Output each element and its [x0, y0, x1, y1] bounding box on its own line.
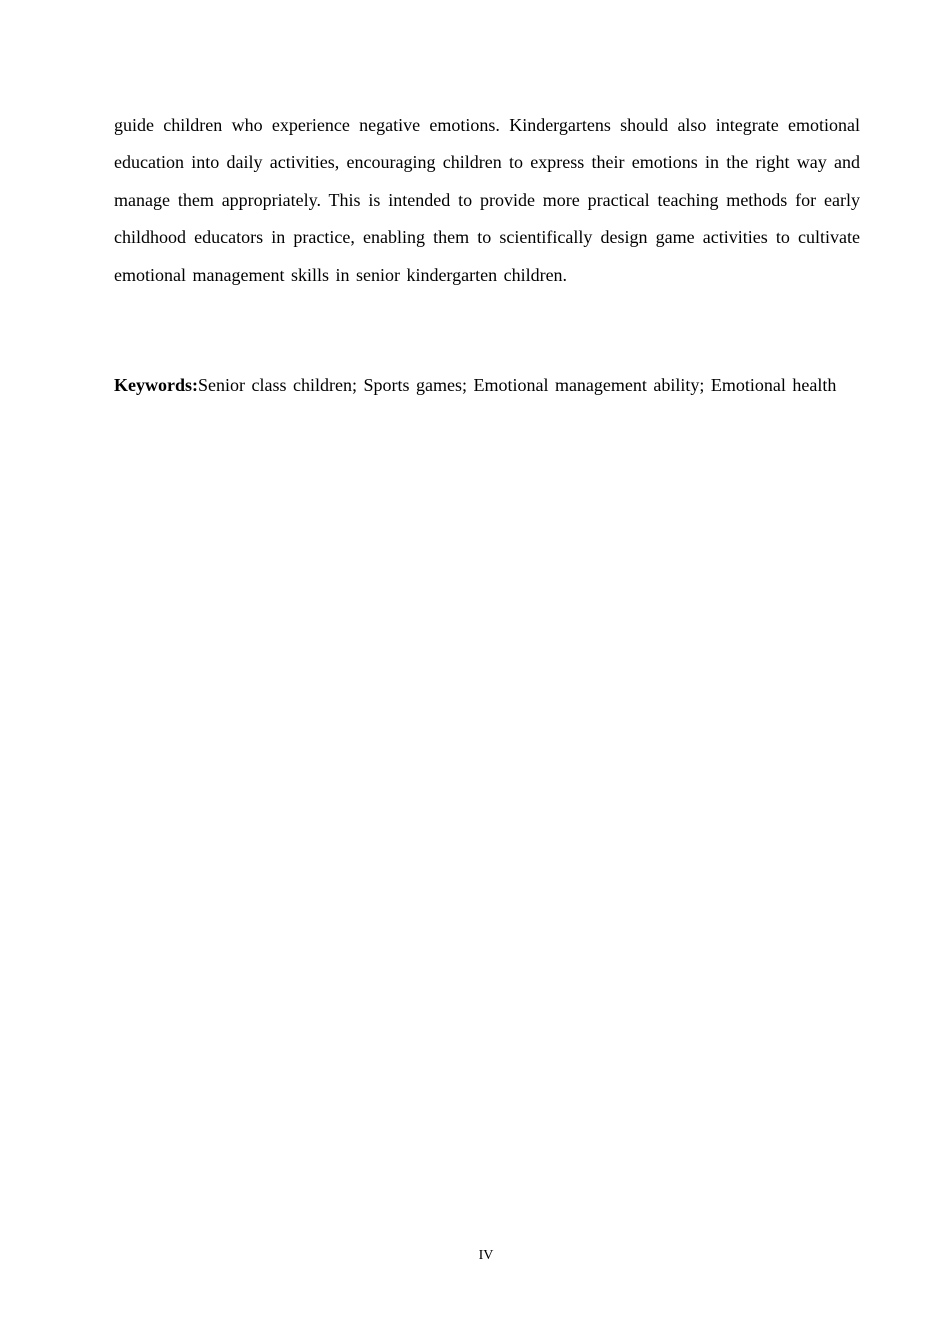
page-number: IV [478, 1248, 494, 1263]
keywords-paragraph [114, 367, 860, 404]
keywords-text: Senior class children; Sports games; Emotional management ability; Emotional health [198, 375, 837, 395]
abstract-paragraph: guide children who experience negative emotions. Kindergartens should also integrate emotional education into daily activities, encouraging children to express their emotions in the right way and manage them appropriately. This is intended to provide more practical teaching methods for early childhood educators in practice, enabling them to scientifically design game activities to cultivate emotional management skills in senior kindergarten children. [114, 115, 860, 285]
keywords-label: Keywords: [114, 375, 198, 395]
